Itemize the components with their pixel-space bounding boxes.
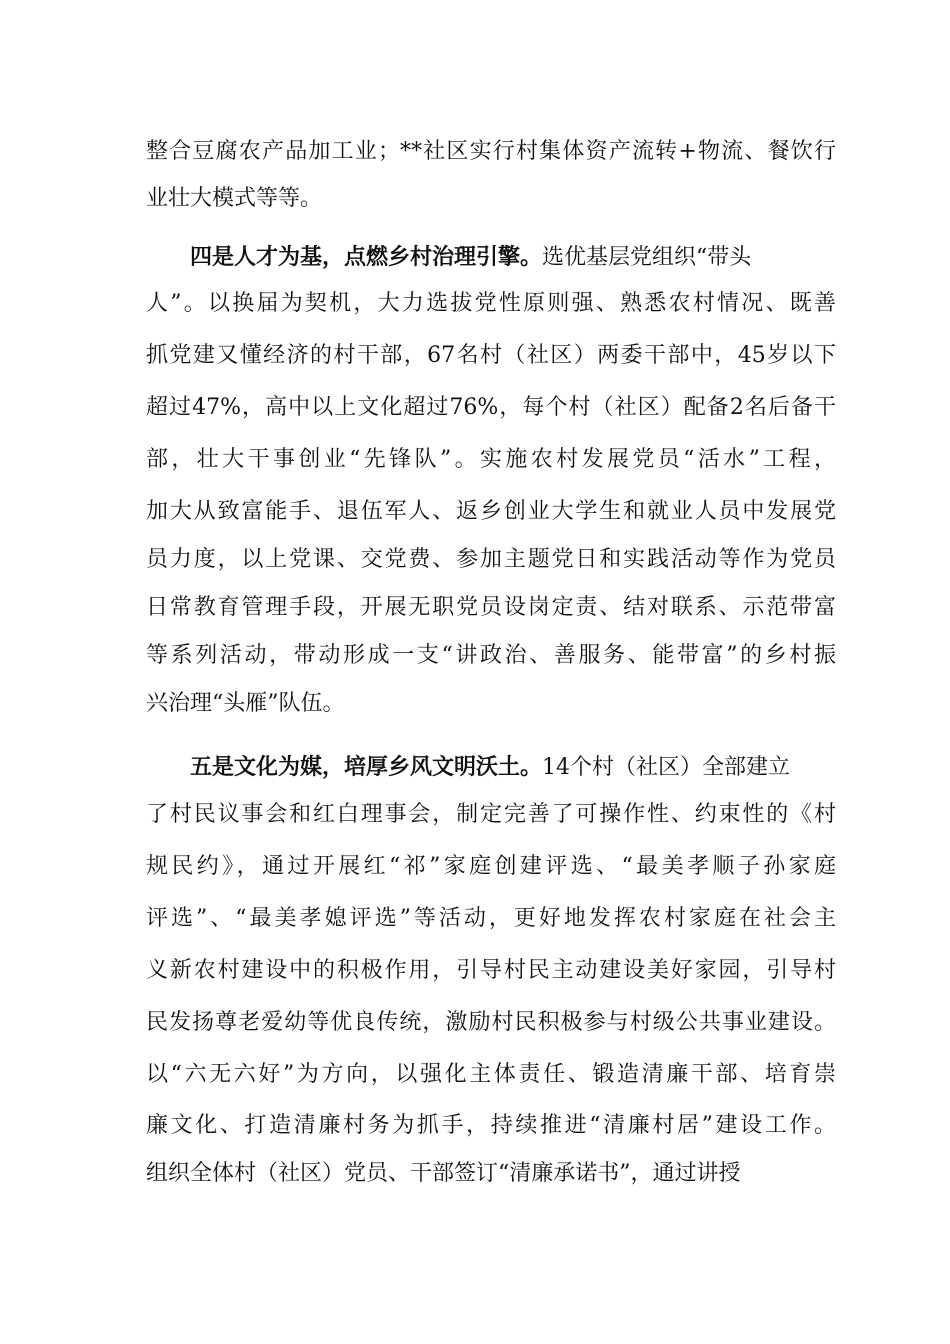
- body-text: 14个村（社区）全部建立: [542, 755, 791, 780]
- body-line: 等系列活动，带动形成一支“讲政治、善服务、能带富”的乡村振: [146, 643, 836, 668]
- paragraph-first-line: [190, 752, 790, 782]
- body-line: 规民约》，通过开展红“祁”家庭创建评选、“最美孝顺子孙家庭: [146, 854, 836, 879]
- body-line: 整合豆腐农产品加工业；**社区实行村集体资产流转+物流、餐饮行: [146, 139, 836, 164]
- body-line: 民发扬尊老爱幼等优良传统，激励村民积极参与村级公共事业建设。: [146, 1010, 836, 1035]
- body-line: 廉文化、打造清廉村务为抓手，持续推进“清廉村居”建设工作。: [146, 1113, 836, 1138]
- paragraph-heading: 四是人才为基，点燃乡村治理引擎。: [190, 244, 543, 270]
- body-line: 超过47%，高中以上文化超过76%，每个村（社区）配备2名后备干: [146, 395, 836, 420]
- body-line: 日常教育管理手段，开展无职党员设岗定责、结对联系、示范带富: [146, 595, 836, 620]
- body-line: 评选”、“最美孝媳评选”等活动，更好地发挥农村家庭在社会主: [146, 906, 836, 931]
- body-line: 业壮大模式等等。: [146, 186, 323, 211]
- body-line: 以“六无六好”为方向，以强化主体责任、锻造清廉干部、培育崇: [146, 1062, 836, 1087]
- body-line: 加大从致富能手、退伍军人、返乡创业大学生和就业人员中发展党: [146, 499, 836, 524]
- body-line: 义新农村建设中的积极作用，引导村民主动建设美好家园，引导村: [146, 958, 836, 983]
- body-line: 兴治理“头雁”队伍。: [146, 691, 345, 716]
- body-line: 部，壮大干事创业“先锋队”。实施农村发展党员“活水”工程，: [146, 447, 836, 472]
- body-line: 员力度，以上党课、交党费、参加主题党日和实践活动等作为党员: [146, 547, 836, 572]
- body-line: 了村民议事会和红白理事会，制定完善了可操作性、约束性的《村: [146, 802, 836, 827]
- body-line: 人”。以换届为契机，大力选拔党性原则强、熟悉农村情况、既善: [146, 291, 836, 316]
- paragraph-heading: 五是文化为媒，培厚乡风文明沃土。: [190, 754, 543, 780]
- body-line: 抓党建又懂经济的村干部，67名村（社区）两委干部中，45岁以下: [146, 343, 836, 368]
- paragraph-first-line: [190, 242, 751, 272]
- body-text: 选优基层党组织“带头: [542, 245, 752, 270]
- body-line: 组织全体村（社区）党员、干部签订“清廉承诺书”，通过讲授: [146, 1161, 741, 1186]
